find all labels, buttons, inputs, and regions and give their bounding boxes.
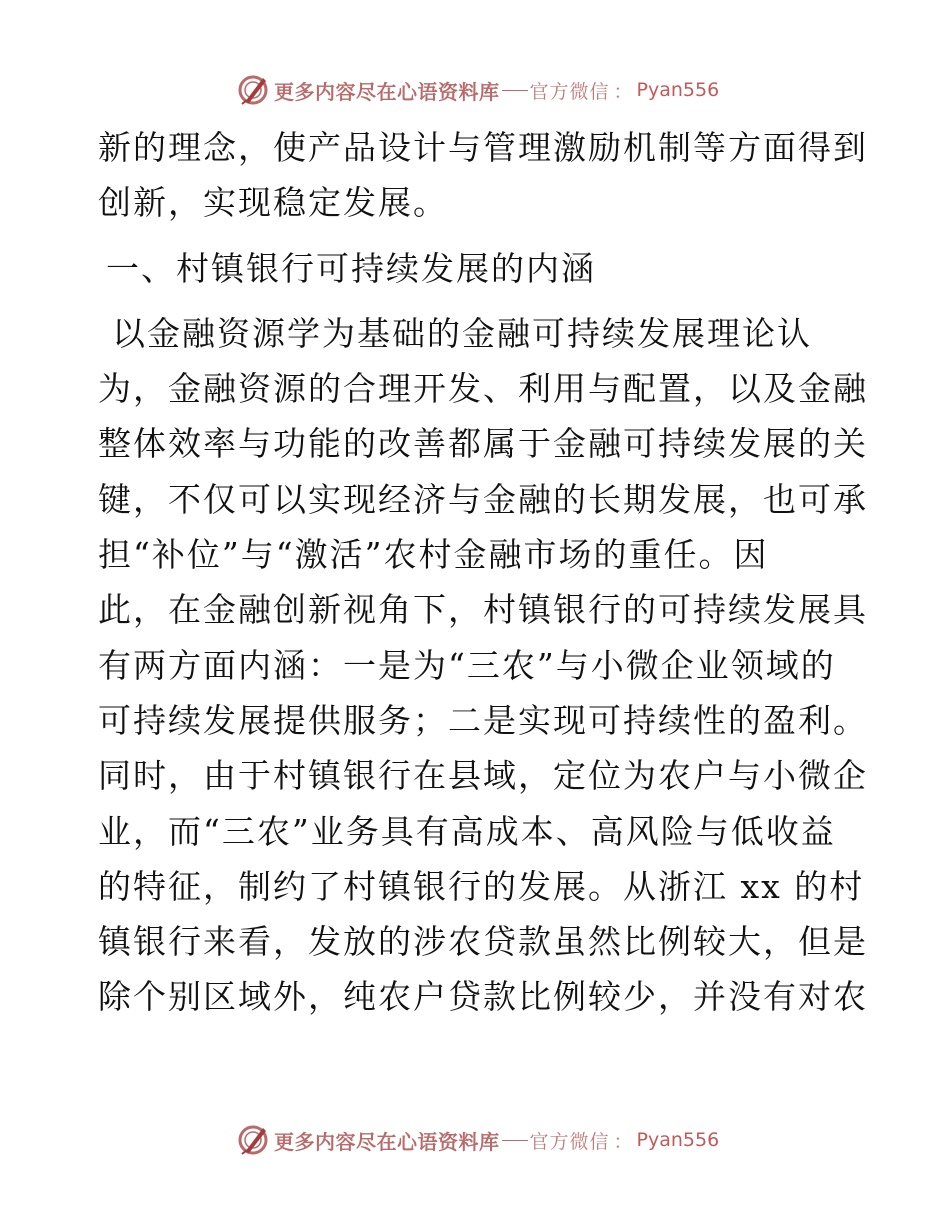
- text-line: 创新，实现稳定发展。: [98, 183, 448, 223]
- feather-quill-circle-icon: [236, 1123, 270, 1157]
- text-line: 整体效率与功能的改善都属于金融可持续发展的关: [98, 424, 868, 464]
- text-line: 新的理念，使产品设计与管理激励机制等方面得到: [98, 128, 868, 167]
- text-line: 为，金融资源的合理开发、利用与配置，以及金融: [98, 369, 868, 409]
- section-heading: 一、村镇银行可持续发展的内涵: [106, 248, 596, 288]
- footer-watermark-banner: [236, 1120, 719, 1160]
- wechat-handle: Pyan556: [636, 79, 720, 101]
- text-line: 键，不仅可以实现经济与金融的长期发展，也可承: [98, 479, 868, 519]
- text-line: 业，而“三农”业务具有高成本、高风险与低收益: [98, 811, 836, 851]
- brand-name: 更多内容尽在心语资料库: [274, 79, 500, 104]
- text-line: 以金融资源学为基础的金融可持续发展理论认: [112, 313, 812, 353]
- wechat-label: 官方微信: [529, 80, 610, 103]
- brand-name: 更多内容尽在心语资料库: [274, 1129, 500, 1154]
- text-line: 的特征，制约了村镇银行的发展。从浙江 xx 的村: [98, 866, 865, 906]
- text-line: 有两方面内涵：一是为“三农”与小微企业领域的: [98, 645, 836, 685]
- feather-quill-circle-icon: [236, 73, 270, 107]
- text-line: 此，在金融创新视角下，村镇银行的可持续发展具: [98, 590, 868, 630]
- divider: [502, 1140, 528, 1141]
- document-body: [98, 120, 868, 1025]
- wechat-handle: Pyan556: [636, 1129, 720, 1151]
- header-watermark-banner: [236, 70, 719, 110]
- separator: ：: [613, 80, 633, 103]
- text-line: 镇银行来看，发放的涉农贷款虽然比例较大，但是: [98, 922, 868, 962]
- separator: ：: [613, 1130, 633, 1153]
- divider: [502, 90, 528, 91]
- text-line: 担“补位”与“激活”农村金融市场的重任。因: [98, 535, 769, 575]
- text-line: 同时，由于村镇银行在县域，定位为农户与小微企: [98, 756, 868, 796]
- wechat-label: 官方微信: [529, 1130, 610, 1153]
- text-line: 可持续发展提供服务；二是实现可持续性的盈利。: [98, 700, 868, 740]
- text-line: 除个别区域外，纯农户贷款比例较少，并没有对农: [98, 977, 868, 1017]
